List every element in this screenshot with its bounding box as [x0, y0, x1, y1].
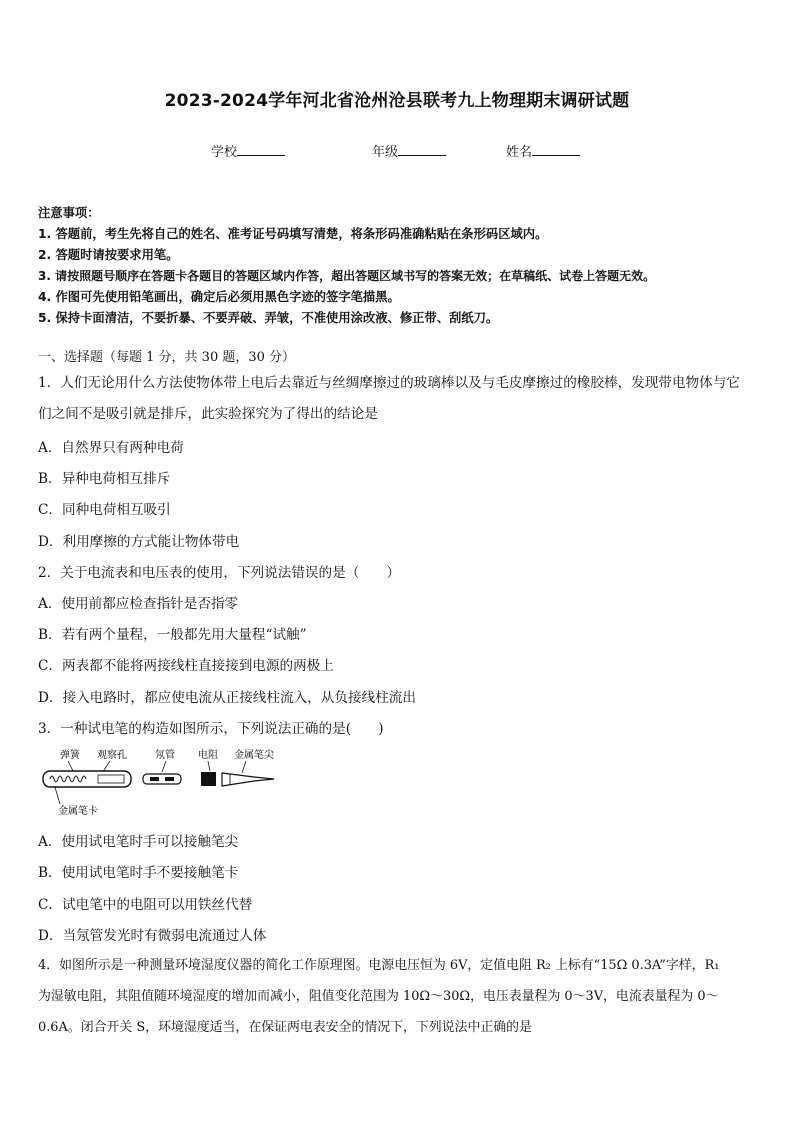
notes-heading: 注意事项：: [38, 206, 100, 220]
question-4-line2: 为湿敏电阻，其阻值随环境湿度的增加而减小，阻值变化范围为 10Ω～30Ω，电压表量程为 0～3V，电流表量程为 0～: [38, 989, 719, 1004]
notes-item: 4. 作图可先使用铅笔画出，确定后必须用黑色字迹的签字笔描黑。: [38, 290, 400, 304]
label-tip: 金属笔尖: [234, 750, 274, 761]
question-3-option-c[interactable]: C．试电笔中的电阻可以用铁丝代替: [38, 897, 253, 913]
test-pen-diagram: [38, 744, 288, 820]
notes-item: 5. 保持卡面清洁，不要折暴、不要弄破、弄皱，不准使用涂改液、修正带、刮纸刀。: [38, 311, 499, 325]
question-2-stem: 2．关于电流表和电压表的使用，下列说法错误的是（ ）: [38, 565, 401, 581]
label-clip: 金属笔卡: [58, 806, 98, 817]
question-1-option-b[interactable]: B．异种电荷相互排斥: [38, 471, 171, 487]
question-2-option-d[interactable]: D．接入电路时，都应使电流从正接线柱流入，从负接线柱流出: [38, 690, 416, 706]
question-3-stem: 3．一种试电笔的构造如图所示，下列说法正确的是( ): [38, 721, 384, 737]
school-field[interactable]: [211, 141, 285, 160]
resistor-shape: [201, 772, 216, 786]
question-1-line2: 们之间不是吸引就是排斥，此实验探究为了得出的结论是: [38, 406, 378, 422]
grade-label: 年级: [372, 145, 399, 160]
metal-tip-shape: [222, 773, 274, 786]
name-blank[interactable]: [532, 143, 580, 156]
neon-tube-shape: [143, 774, 181, 784]
question-4-line1: 4．如图所示是一种测量环境湿度仪器的简化工作原理图。电源电压恒为 6V，定值电阻 R₂ 上标有“15Ω 0.3A”字样，R₁: [38, 958, 720, 973]
notes-item: 3. 请按照题号顺序在答题卡各题目的答题区域内作答，超出答题区域书写的答案无效；在草稿纸、试卷上答题无效。: [38, 269, 656, 283]
question-3-option-d[interactable]: D．当氖管发光时有微弱电流通过人体: [38, 928, 267, 944]
pen-body-shape: [43, 771, 131, 787]
grade-blank[interactable]: [398, 143, 446, 156]
label-spring: 弹簧: [60, 750, 80, 761]
school-label: 学校: [211, 145, 238, 160]
grade-field[interactable]: [372, 141, 446, 160]
notes-block: [38, 203, 768, 329]
label-window: 观察孔: [97, 750, 127, 761]
label-resistor: 电阻: [198, 750, 218, 761]
question-2-option-a[interactable]: A．使用前都应检查指针是否指零: [38, 596, 239, 612]
question-3-option-b[interactable]: B．使用试电笔时手不要接触笔卡: [38, 865, 239, 881]
name-field[interactable]: [506, 141, 580, 160]
question-4-line3: 0.6A。闭合开关 S，环境湿度适当，在保证两电表安全的情况下，下列说法中正确的是: [38, 1020, 532, 1035]
notes-item: 1. 答题前，考生先将自己的姓名、准考证号码填写清楚，将条形码准确粘贴在条形码区域内。: [38, 227, 548, 241]
notes-item: 2. 答题时请按要求用笔。: [38, 248, 179, 262]
question-1-line1: 1．人们无论用什么方法使物体带上电后去靠近与丝绸摩擦过的玻璃棒以及与毛皮摩擦过的橡胶棒，发现带电物体与它: [38, 375, 740, 391]
question-4: [38, 950, 760, 1043]
question-1-option-c[interactable]: C．同种电荷相互吸引: [38, 502, 171, 518]
question-1-option-d[interactable]: D．利用摩擦的方式能让物体带电: [38, 534, 240, 550]
section-heading: 一、选择题（每题 1 分，共 30 题，30 分）: [38, 350, 296, 365]
name-label: 姓名: [506, 145, 533, 160]
exam-title: 2023-2024学年河北省沧州沧县联考九上物理期末调研试题: [164, 91, 630, 111]
question-2-option-b[interactable]: B．若有两个量程，一般都先用大量程“试触”: [38, 627, 307, 643]
question-2-option-c[interactable]: C．两表都不能将两接线柱直接接到电源的两极上: [38, 658, 334, 674]
question-3-option-a[interactable]: A．使用试电笔时手可以接触笔尖: [38, 834, 239, 850]
question-1: [38, 368, 760, 430]
school-blank[interactable]: [237, 143, 285, 156]
label-neon: 氖管: [155, 750, 175, 761]
question-1-option-a[interactable]: A．自然界只有两种电荷: [38, 440, 184, 456]
